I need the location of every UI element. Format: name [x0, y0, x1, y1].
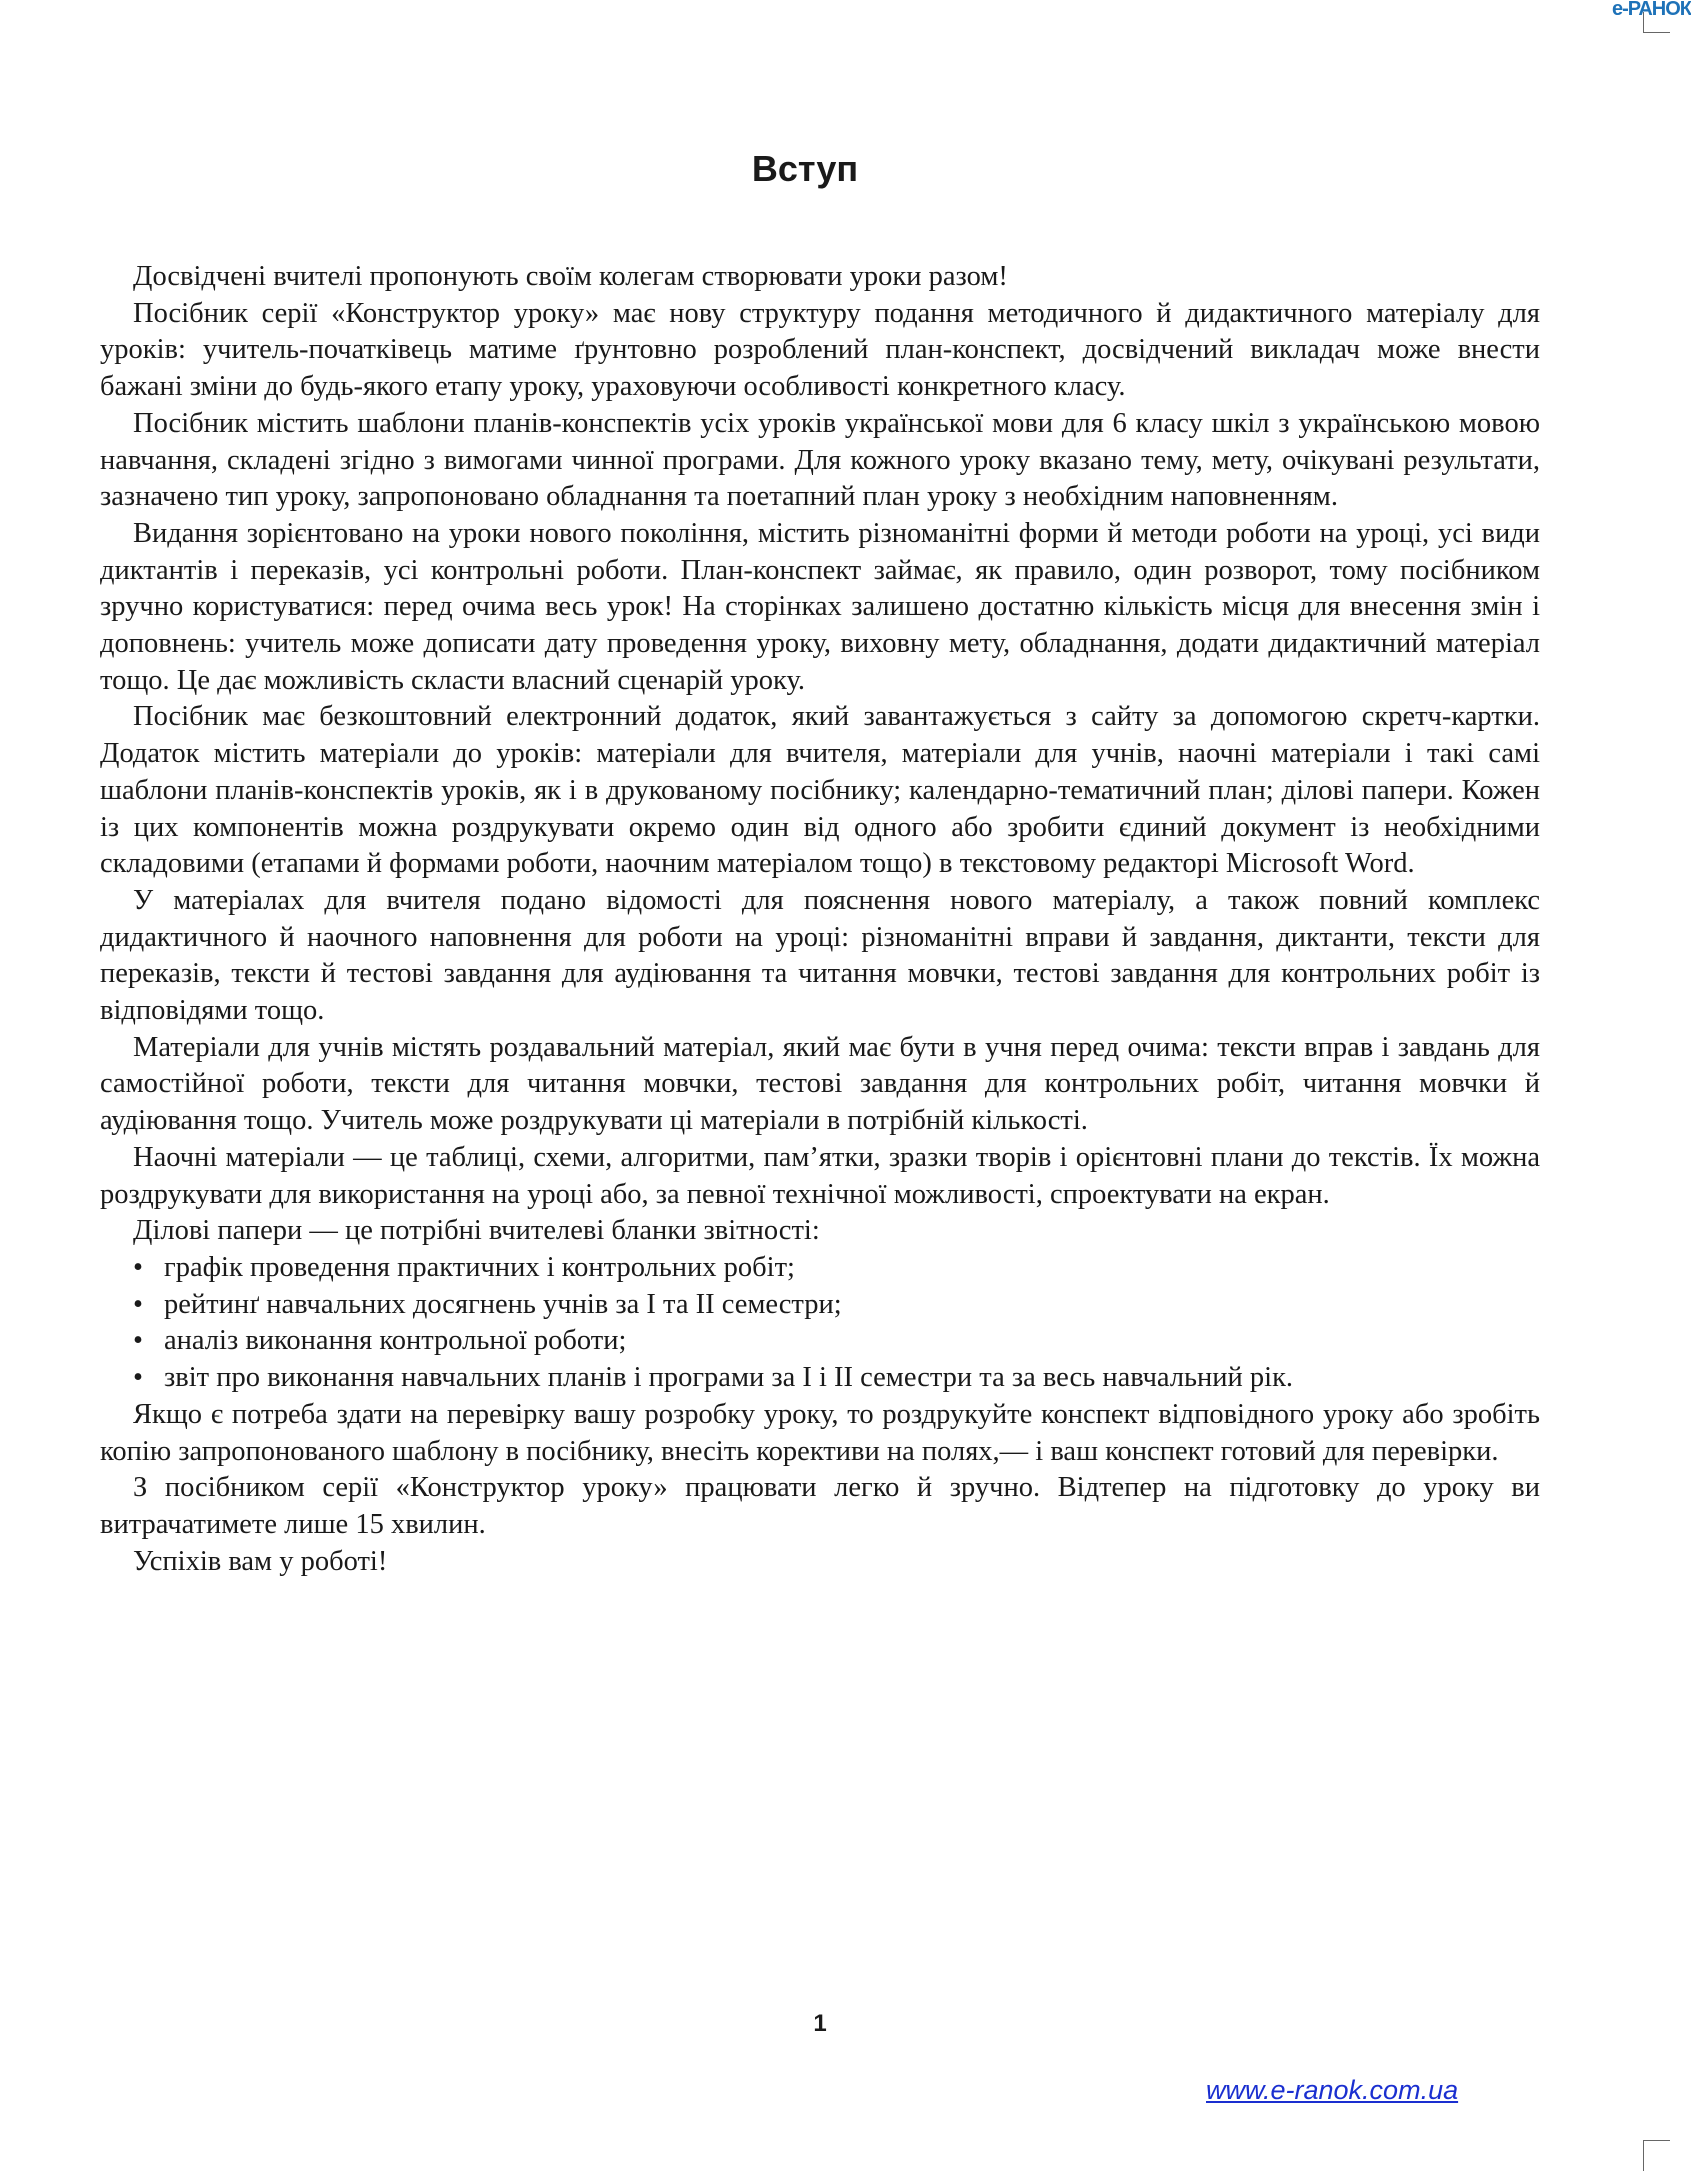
list-item [100, 1250, 1540, 1287]
bullet-icon: • [133, 1251, 143, 1283]
paragraph: Ділові папери — це потрібні вчителеві бланки звітності: [133, 1215, 820, 1247]
bullet-list [100, 1250, 1540, 1397]
paragraph: Досвідчені вчителі пропонують своїм колегам створювати уроки разом! [133, 261, 1008, 292]
bullet-icon: • [133, 1288, 143, 1320]
publisher-logo: e-РАНОК [1612, 0, 1691, 20]
list-item-text: аналіз виконання контрольної роботи; [164, 1325, 627, 1357]
paragraph: Посібник містить шаблони планів-конспектів усіх уроків української мови для 6 класу шкіл з українською мовою навчання, складені згідно з вимогами чинної програми. Для кожного уроку вказано тему, мету, очікувані результати, зазначено тип уроку, запропоновано обладнання та поетапний план уроку з необхідним наповненням. [100, 407, 1540, 513]
paragraph: У матеріалах для вчителя подано відомості для пояснення нового матеріалу, а також повний комплекс дидактичного й наочного наповнення для роботи на уроці: різноманітні вправи й завдання, диктанти, тексти для переказів, тексти й тестові завдання для аудіювання та читання мовчки, тестові завдання для контрольних робіт із відповідями тощо. [100, 884, 1540, 1027]
bullet-icon: • [133, 1362, 143, 1394]
paragraph: Успіхів вам у роботі! [133, 1545, 388, 1577]
crop-mark-bottom [1643, 2140, 1670, 2171]
document-body [100, 259, 1540, 1580]
paragraph: Посібник серії «Конструктор уроку» має нову структуру подання методичного й дидактичного матеріалу для уроків: учитель-початківець матиме ґрунтовно розроблений план-конспект, досвідчений викладач може внести бажані зміни до будь-якого етапу уроку, ураховуючи особливості конкретного класу. [100, 297, 1540, 403]
paragraph: З посібником серії «Конструктор уроку» працювати легко й зручно. Відтепер на підготовку до уроку ви витрачатимете лише 15 хвилин. [100, 1472, 1540, 1540]
website-link[interactable]: www.e-ranok.com.ua [1206, 2075, 1459, 2105]
paragraph: Матеріали для учнів містять роздавальний матеріал, який має бути в учня перед очима: тексти вправ і завдань для самостійної роботи, тексти для читання мовчки, тестові завдання для контрольних робіт, читання мовчки й аудіювання тощо. Учитель може роздрукувати ці матеріали в потрібній кількості. [100, 1031, 1540, 1137]
page-title: Вступ [751, 148, 859, 189]
list-item-text: рейтинґ навчальних досягнень учнів за І та ІІ семестри; [164, 1288, 842, 1320]
paragraph: Посібник має безкоштовний електронний додаток, який завантажується з сайту за допомогою скретч-картки. Додаток містить матеріали до уроків: матеріали для вчителя, матеріали для учнів, наочні матеріали і такі самі шаблони планів-конспектів уроків, як і в друкованому посібнику; календарно-тематичний план; ділові папери. Кожен із цих компонентів можна роздрукувати окремо один від одного або зробити єдиний документ із необхідними складовими (етапами й формами роботи, наочним матеріалом тощо) в текстовому редакторі Microsoft Word. [100, 701, 1540, 880]
crop-mark-top [1643, 12, 1670, 33]
list-item-text: звіт про виконання навчальних планів і програми за І і ІІ семестри та за весь навчальний рік. [164, 1362, 1294, 1394]
bullet-icon: • [133, 1325, 143, 1357]
list-item-text: графік проведення практичних і контрольних робіт; [164, 1251, 795, 1283]
list-item [100, 1323, 1540, 1360]
list-item [100, 1287, 1540, 1324]
paragraph: Видання зорієнтовано на уроки нового покоління, містить різноманітні форми й методи роботи на уроці, усі види диктантів і переказів, усі контрольні роботи. План-конспект займає, як правило, один розворот, тому посібником зручно користуватися: перед очима весь урок! На сторінках залишено достатню кількість місця для внесення змін і доповнень: учитель може дописати дату проведення уроку, виховну мету, обладнання, додати дидактичний матеріал тощо. Це дає можливість скласти власний сценарій уроку. [100, 517, 1540, 696]
paragraph: Наочні матеріали — це таблиці, схеми, алгоритми, пам’ятки, зразки творів і орієнтовні плани до текстів. Їх можна роздрукувати для використання на уроці або, за певної технічної можливості, спроектувати на екран. [100, 1141, 1540, 1210]
page-number: 1 [813, 2010, 827, 2037]
list-item [100, 1360, 1540, 1397]
paragraph: Якщо є потреба здати на перевірку вашу розробку уроку, то роздрукуйте конспект відповідного уроку або зробіть копію запропонованого шаблону в посібнику, внесіть корективи на полях,— і ваш конспект готовий для перевірки. [100, 1398, 1540, 1467]
